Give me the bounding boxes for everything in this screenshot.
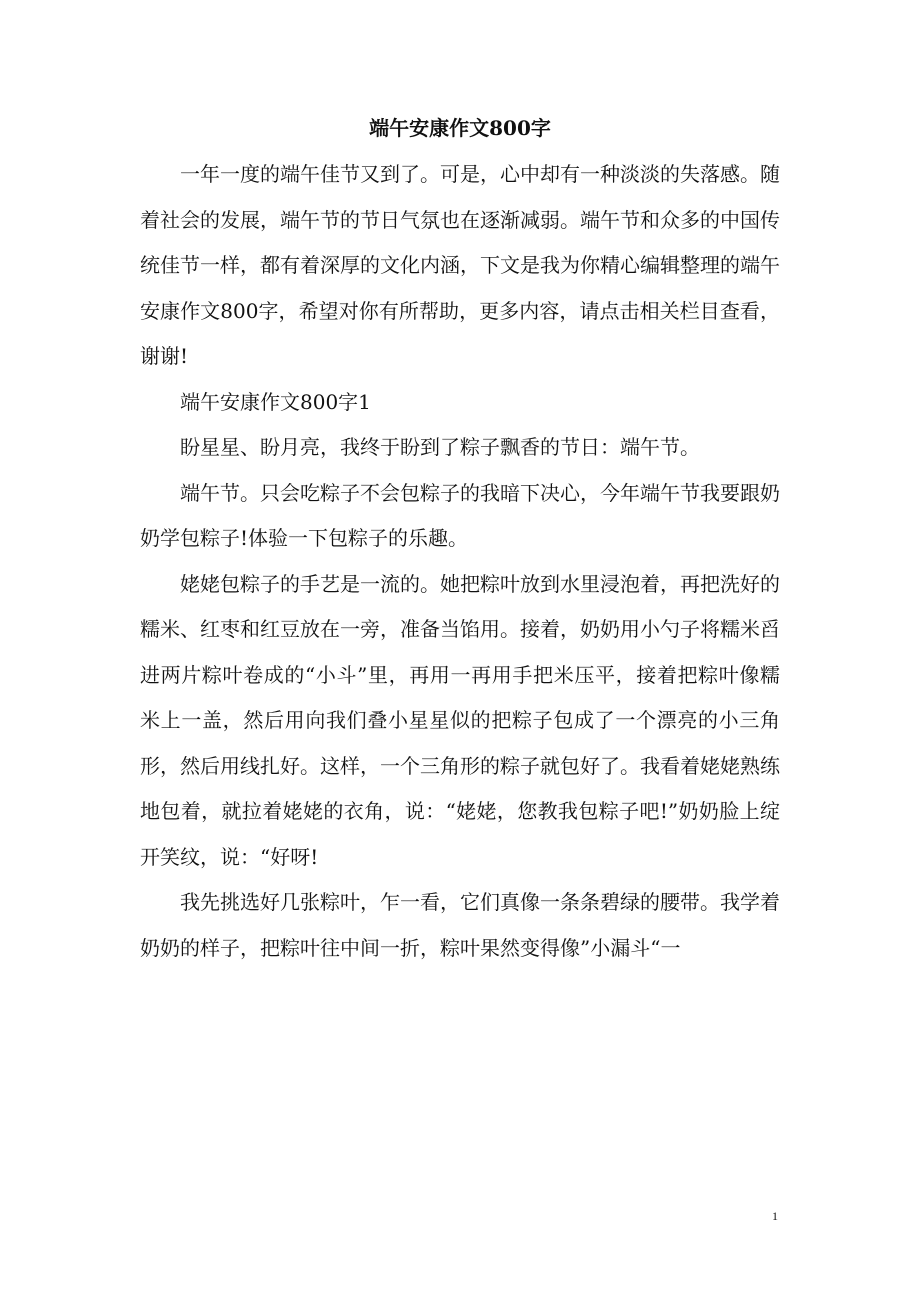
paragraph-3: 端午节。只会吃粽子不会包粽子的我暗下决心，今年端午节我要跟奶奶学包粽子!体验一下包粽子的乐趣。 (140, 480, 780, 550)
paragraph-subheading: 端午安康作文800字1 (180, 389, 371, 414)
document-title: 端午安康作文800字 (369, 116, 551, 140)
paragraph-2: 盼星星、盼月亮，我终于盼到了粽子飘香的节日：端午节。 (180, 435, 700, 459)
paragraph-5: 我先挑选好几张粽叶，乍一看，它们真像一条条碧绿的腰带。我学着奶奶的样子，把粽叶往中间一折，粽叶果然变得像”小漏斗“一 (140, 890, 780, 960)
document-body (140, 108, 780, 971)
paragraph-intro: 一年一度的端午佳节又到了。可是，心中却有一种淡淡的失落感。随着社会的发展，端午节的节日气氛也在逐渐减弱。端午节和众多的中国传统佳节一样，都有着深厚的文化内涵，下文是我为你精心编辑整理的端午安康作文800字，希望对你有所帮助，更多内容，请点击相关栏目查看，谢谢! (140, 162, 780, 368)
paragraph-4: 姥姥包粽子的手艺是一流的。她把粽叶放到水里浸泡着，再把洗好的糯米、红枣和红豆放在一旁，准备当馅用。接着，奶奶用小勺子将糯米舀进两片粽叶卷成的“小斗”里，再用一再用手把米压平，接着把粽叶像糯米上一盖，然后用向我们叠小星星似的把粽子包成了一个漂亮的小三角形，然后用线扎好。这样，一个三角形的粽子就包好了。我看着姥姥熟练地包着，就拉着姥姥的衣角，说：“姥姥，您教我包粽子吧!”奶奶脸上绽开笑纹，说：“好呀! (140, 571, 780, 869)
page-number: 1 (772, 1209, 778, 1223)
